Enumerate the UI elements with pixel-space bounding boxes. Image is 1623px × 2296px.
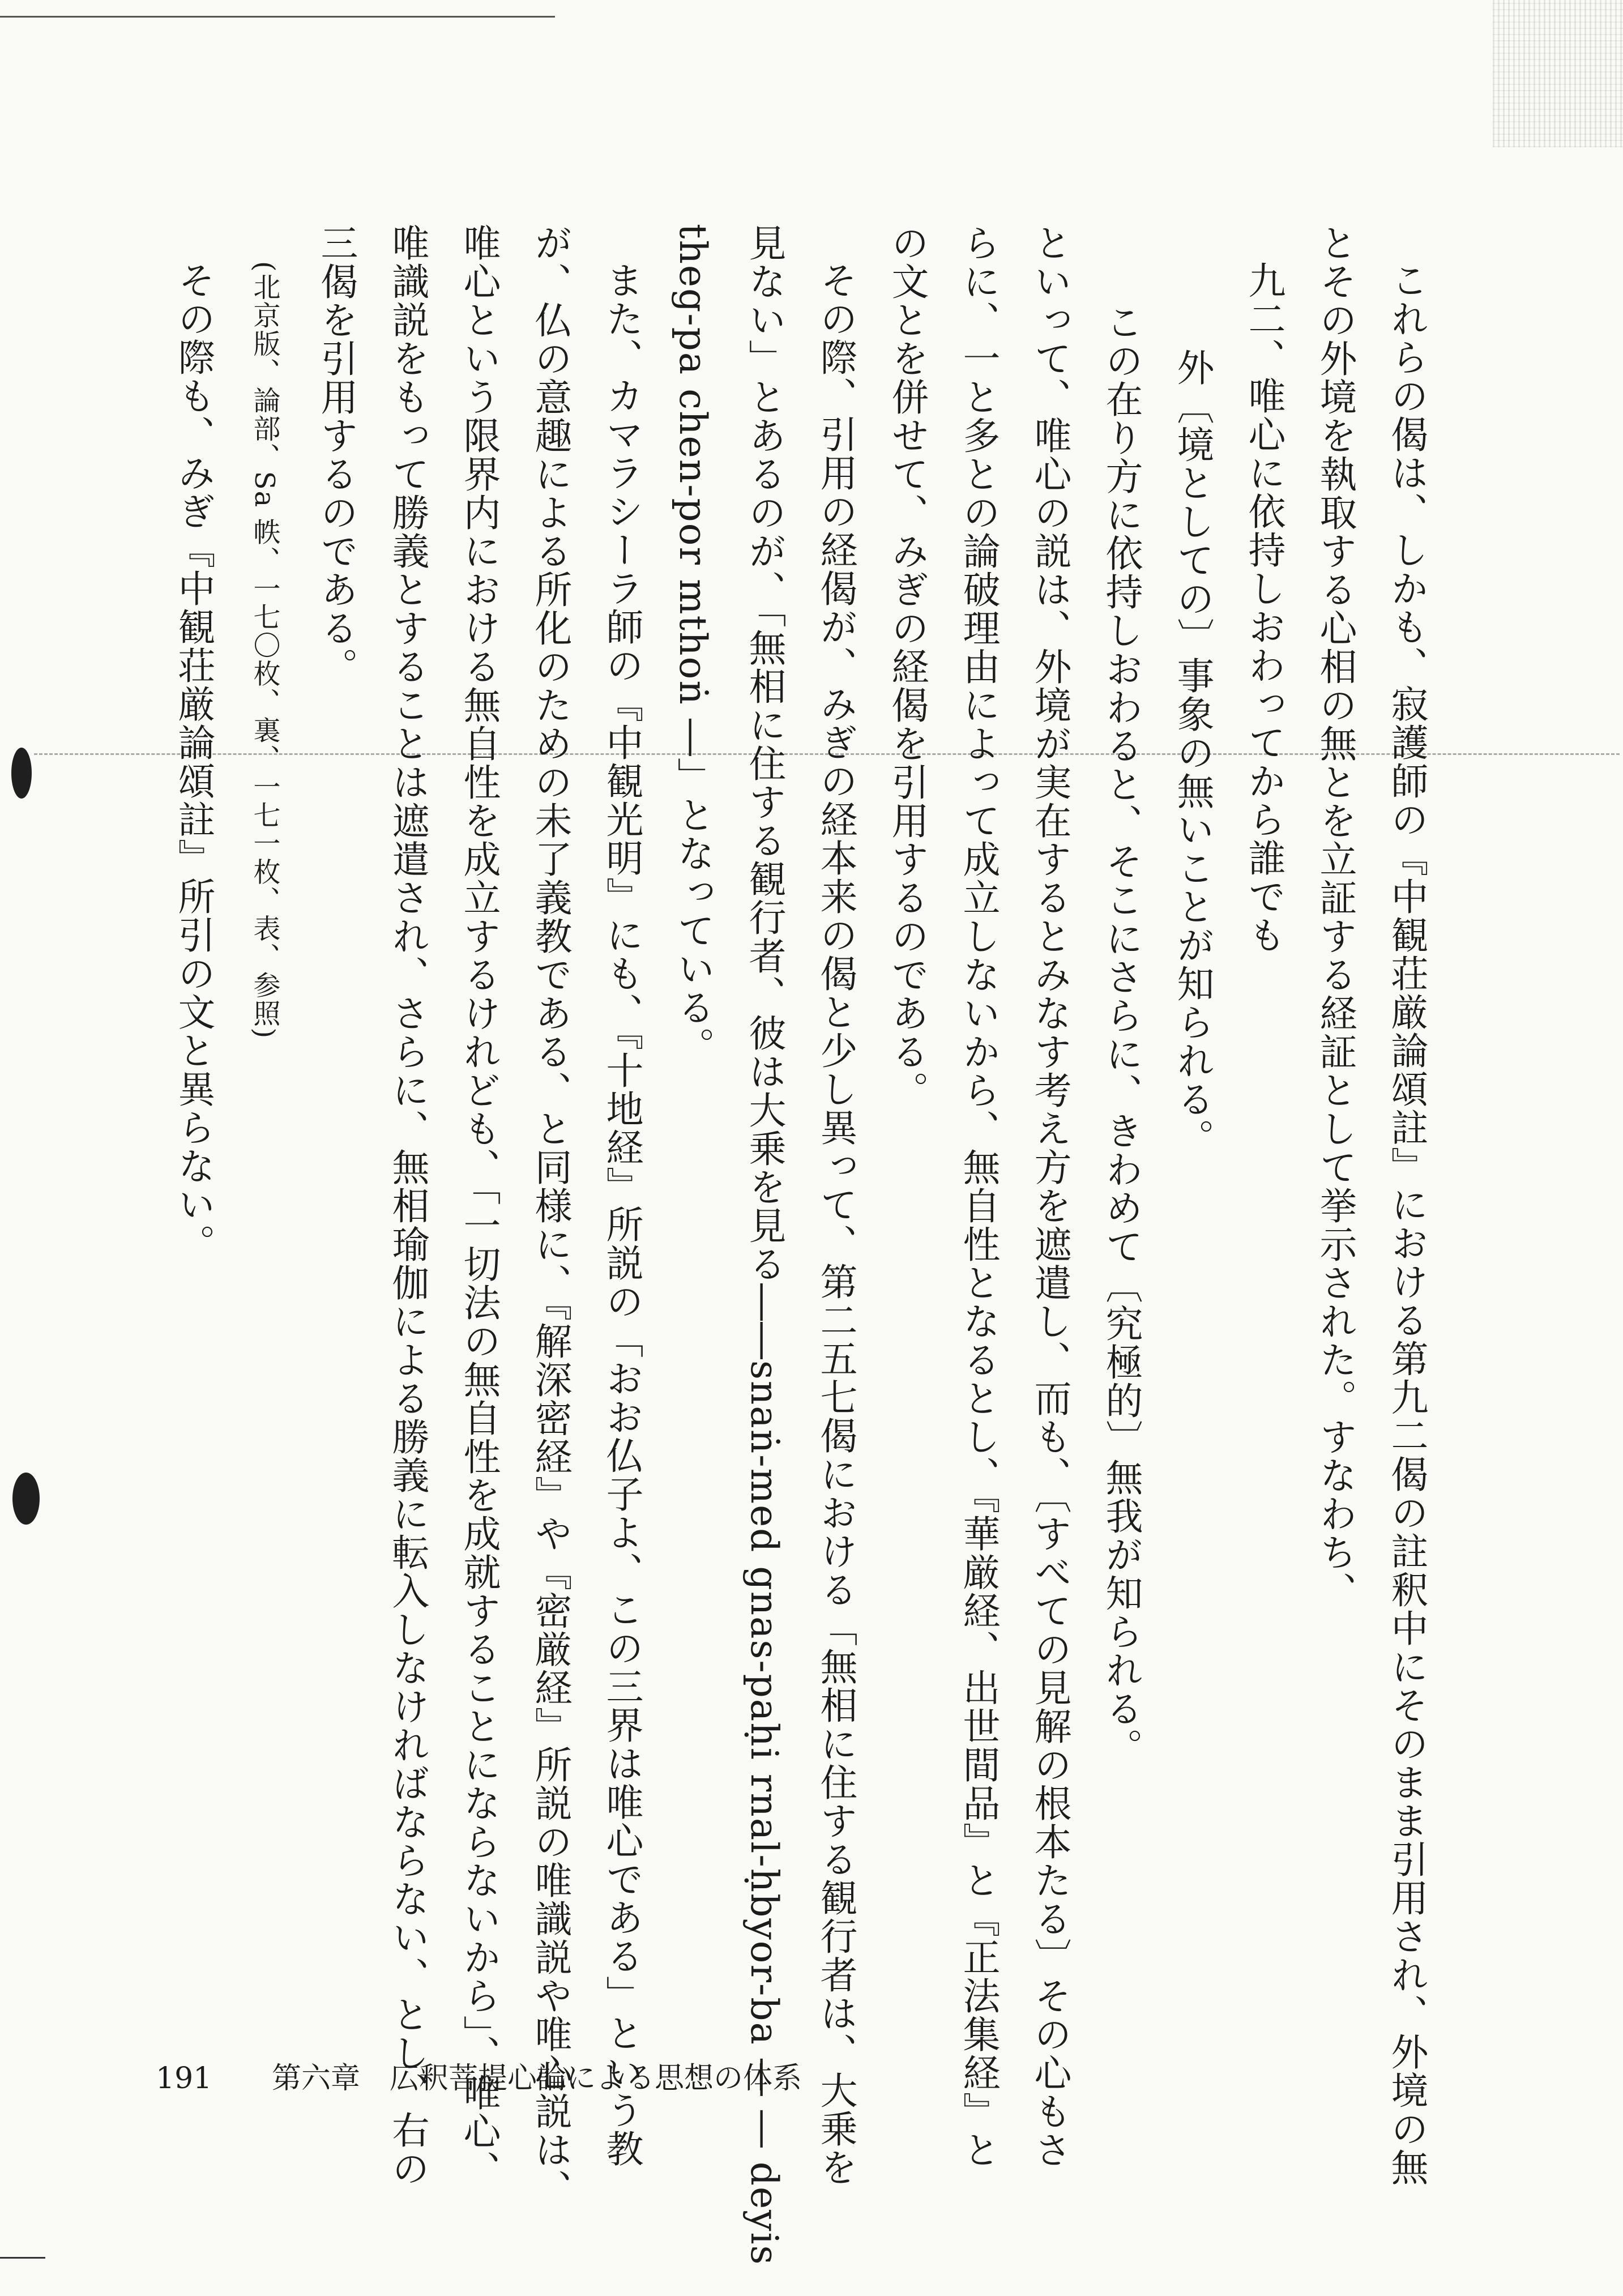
reference-note: (北京版、論部、Sa 帙、一七〇枚、裏、一七一枚、表、参照) <box>249 261 280 1040</box>
text-line: その際、引用の経偈が、みぎの経本来の偈と少し異って、第二五七偈における「無相に住する観行者は、大乗を <box>814 261 857 2187</box>
text-line: らに、一と多との論破理由によって成立しないから、無自性となるとし、『華厳経、出世間品』と『正法集経』と <box>956 224 1000 2169</box>
scan-noise-corner <box>1493 0 1623 147</box>
text-line: の文とを併せて、みぎの経偈を引用するのである。 <box>885 224 929 1109</box>
text-line: これらの偈は、しかも、寂護師の『中観荘厳論頌註』における第九二偈の註釈中にそのまま引用され、外境の無 <box>1385 261 1428 2187</box>
scan-edge-mark <box>0 2257 45 2259</box>
binding-hole-mark <box>12 1473 40 1525</box>
text-line: 見ない」とあるのが、「無相に住する観行者、彼は大乗を見る――snaṅ-med gnas-paḥi rnal-ḥbyor-ba ― ― deyis <box>742 224 786 2266</box>
running-footer <box>156 2062 802 2096</box>
text-line: また、カマラシーラ師の『中観光明』にも、『十地経』所説の「おお仏子よ、この三界は唯心である」という教 <box>600 261 643 2168</box>
page-number: 191 <box>156 2062 212 2096</box>
text-line: 外〔境としての〕事象の無いことが知られる。 <box>1171 348 1214 1157</box>
text-line: といって、唯心の説は、外境が実在するとみなす考え方を遮遣し、而も、〔すべての見解の根本たる〕その心もさ <box>1028 224 1071 2169</box>
text-line: 唯心という限界内における無自性を成立するけれども、「一切法の無自性を成就することにならないから」、唯心、 <box>457 224 501 2189</box>
text-line: theg-pa chen-por mthoṅ ―」となっている。 <box>671 224 715 1065</box>
text-line: その際も、みぎ『中観荘厳論頌註』所引の文と異らない。 <box>172 261 215 1262</box>
chapter-title: 第六章 広釈菩提心論による思想の体系 <box>272 2062 802 2096</box>
text-line: 九二、唯心に依持しおわってから誰でも <box>1242 261 1285 954</box>
text-line: 三偈を引用するのである。 <box>314 224 358 686</box>
binding-hole-mark <box>11 748 32 799</box>
text-line: この在り方に依持しおわると、そこにさらに、きわめて〔究極的〕無我が知られる。 <box>1099 303 1143 1766</box>
text-line: とその外境を執取する心相の無とを立証する経証として挙示された。すなわち、 <box>1313 224 1357 1610</box>
scan-edge-line <box>0 16 555 18</box>
text-line: が、仏の意趣による所化のための未了義教である、と同様に、『解深密経』や『密厳経』所説の唯識説や唯心説は、 <box>528 224 572 2208</box>
text-line: 唯識説をもって勝義とすることは遮遣され、さらに、無相瑜伽による勝義に転入しなければならない、とし、右の <box>386 224 429 2188</box>
